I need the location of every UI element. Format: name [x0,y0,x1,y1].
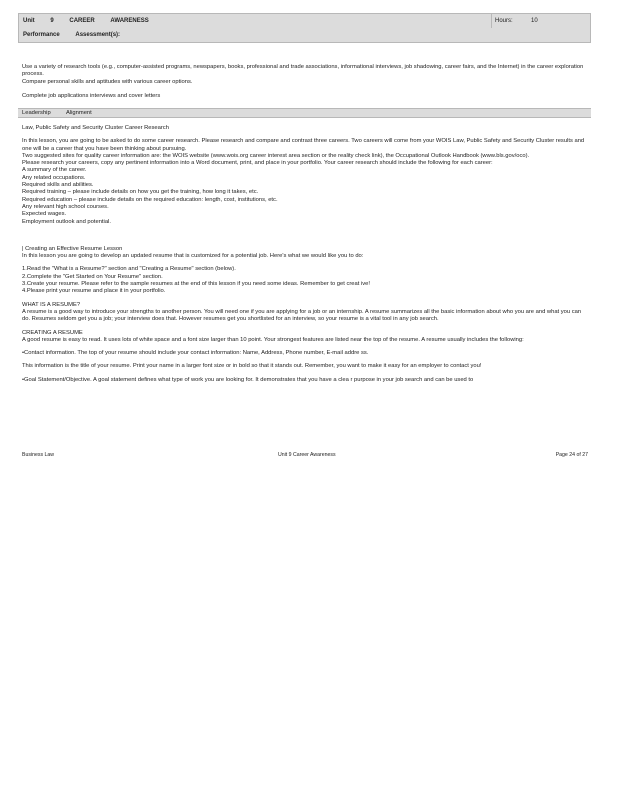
objective-3: Complete job applications interviews and cover letters [22,92,161,99]
hours-cell [491,14,591,28]
unit-title-row [23,18,163,24]
footer-unit: Unit 9 Career Awareness [278,452,336,458]
list-item: 1.Read the "What is a Resume?" section and "Creating a Resume" section (below). [22,266,236,273]
lesson1-sites: Two suggested sites for quality career information are: the WOIS website (www.wois.org career interest area section or the reality check link), the Occupational Outlook Handbook (www.bls.gov/oco). [22,152,530,159]
what-is-resume-heading: WHAT IS A RESUME? [22,301,81,308]
list-item: A summary of the career. [22,167,87,174]
creating-resume-heading: CREATING A RESUME [22,329,83,336]
lesson2-intro: In this lesson you are going to develop an updated resume that is customized for a potential job. Here's what we would like you to do: [22,253,364,260]
list-item: 3.Create your resume. Please refer to the sample resumes at the end of this lesson if you need some ideas. Remember to get creat ive! [22,281,370,288]
objective-2: Compare personal skills and aptitudes with various career options. [22,78,193,85]
list-item: Employment outlook and potential. [22,218,111,225]
lesson1-heading: Law, Public Safety and Security Cluster Career Research [22,125,169,131]
list-item: Required skills and abilities. [22,182,94,189]
unit-title-2: AWARENESS [110,18,149,24]
hours-label: Hours: [495,18,513,24]
objective-1: Use a variety of research tools (e.g., computer-assisted programs, newspapers, books, professional and trade associations, informational interviews, job shadowing, career fairs, and the Internet) in the career exploration process. [22,64,584,78]
list-item: 4.Please print your resume and place it in your portfolio. [22,288,166,295]
creating-resume-text: A good resume is easy to read. It uses lots of white space and a font size larger than 10 point. Your strongest features are listed near the top of the resume. A resume usually includes the following: [22,336,524,343]
lesson2-heading: | Creating an Effective Resume Lesson [22,245,123,252]
unit-number: 9 [50,18,54,24]
resume-title-text: This information is the title of your resume. Print your name in a larger font size or in bold so that it stands out. Remember, you want to make it easy for an employer to contact you! [22,363,482,370]
alignment-label: Alignment [65,110,92,116]
alignment-bar [18,108,591,118]
list-item: 2.Complete the "Get Started on Your Resume" section. [22,273,163,280]
unit-title-1: CAREER [69,18,95,24]
goal-statement-item: •Goal Statement/Objective. A goal statement defines what type of work you are looking for. It demonstrates that you have a clea r purpose in your job search and can be used to [22,376,474,383]
document-page [18,13,591,384]
performance-row [23,32,134,38]
lesson1-instructions: Please research your careers, copy any pertinent information into a Word document, print, and place in your portfolio. Your career research should include the following for each career: [22,160,493,167]
list-item: Required training – please include details on how you get the training, how long it takes, etc. [22,189,259,196]
career-research-lesson [18,125,591,384]
contact-info-item: •Contact information. The top of your resume should include your contact information: Name, Address, Phone number, E-mail addre ss. [22,350,369,357]
performance-label: Performance [23,32,60,38]
list-item: Required education – please include details on the required education: length, cost, institutions, etc. [22,196,278,203]
unit-label: Unit [23,18,35,24]
list-item: Any relevant high school courses. [22,203,109,210]
assessment-label: Assessment(s): [75,32,121,38]
leadership-label: Leadership [22,110,51,116]
lesson1-intro: In this lesson, you are going to be asked to do some career research. Please research and compare and contrast three careers. Two careers will come from your WOIS Law, Public Safety and Security Cluster results and one will be a career that you have been thinking about pursuing. [22,138,585,152]
list-item: Expected wages. [22,211,67,218]
footer-course: Business Law [22,452,55,458]
footer-page-number: Page 24 of 27 [555,452,588,458]
hours-value: 10 [531,18,538,24]
what-is-resume-text: A resume is a good way to introduce your strengths to another person. You will need one if you are applying for a job or an internship. A resume summarizes all the basic information about who you are and what you can do. Resumes seldom get you a job; your interview does that. However resumes get you shortlisted for an interview, so your resume is a vital tool in any job search. [22,308,582,323]
unit-header [18,13,591,43]
list-item: Any related occupations. [22,174,86,181]
objectives-section [18,64,591,108]
